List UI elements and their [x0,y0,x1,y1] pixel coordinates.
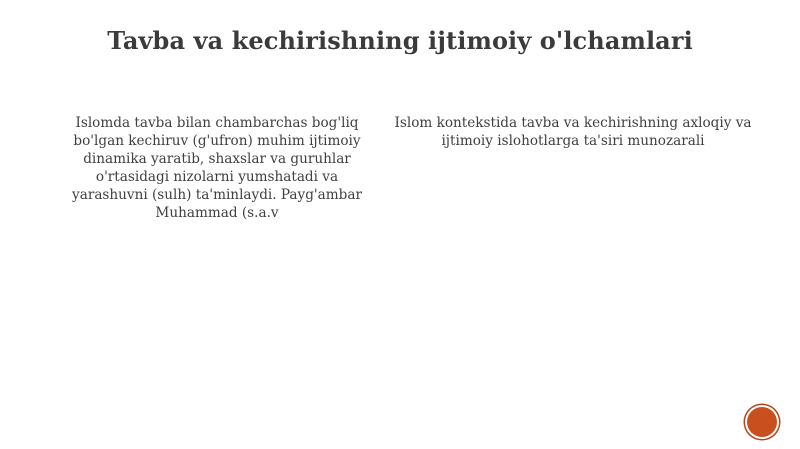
left-column-text: Islomda tavba bilan chambarchas bog'liq bo'lgan kechiruv (g'ufron) muhim ijtimoiy dinamika yaratib, shaxslar va guruhlar o'rtasidagi nizolarni yumshatadi va yarashuvni (sulh) ta'minlaydi. Payg'ambar Muhammad (s.a.v [72,115,362,221]
slide-title: Tavba va kechirishning ijtimoiy o'lchamlari [107,26,693,55]
circle-button-icon[interactable] [747,407,777,437]
right-column-text: Islom kontekstida tavba va kechirishning axloqiy va ijtimoiy islohotlarga ta'siri munozarali [394,115,752,149]
